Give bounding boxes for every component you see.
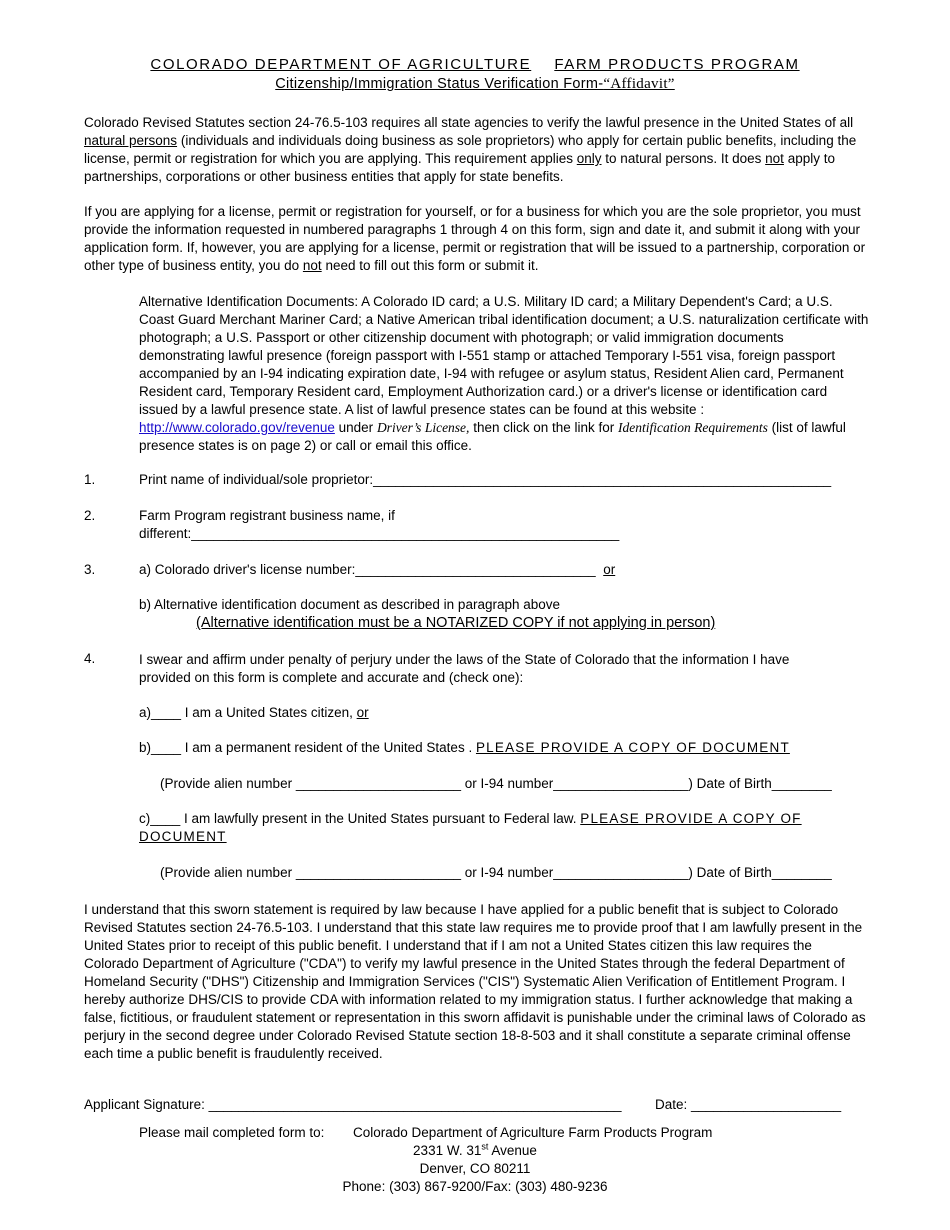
affirmation-text: I swear and affirm under penalty of perjury under the laws of the State of Colorado that the information I have provided on this form is complete and accurate and (check one): [139, 652, 790, 685]
provide-copy-notice: PLEASE PROVIDE A COPY OF DOCUMENT [475, 740, 790, 755]
colorado-revenue-link[interactable]: http://www.colorado.gov/revenue [139, 420, 335, 435]
business-name-field[interactable]: different:_________________________________________________________ [139, 526, 620, 541]
item-number-3: 3. [84, 562, 96, 577]
provide-copy-notice-2: DOCUMENT [139, 829, 227, 844]
alien-number-row-2[interactable]: (Provide alien number ______________________ or I-94 number__________________) Date of Birth________ [160, 865, 832, 880]
lawfully-present-option[interactable]: c)____ I am lawfully present in the United States pursuant to Federal law. PLEASE PROVIDE A COPY OF [139, 811, 802, 826]
mail-phone: Phone: (303) 867-9200/Fax: (303) 480-9236 [342, 1179, 608, 1194]
notarized-note: (Alternative identification must be a NOTARIZED COPY if not applying in person) [196, 615, 716, 631]
item-number-4: 4. [84, 651, 96, 666]
form-title-text: Citizenship/Immigration Status Verification Form- [275, 76, 604, 92]
mail-organization: Colorado Department of Agriculture Farm Products Program [353, 1125, 713, 1140]
name-field[interactable]: Print name of individual/sole proprietor:_____________________________________________________________ [139, 472, 832, 487]
sworn-statement: I understand that this sworn statement is required by law because I have applied for a public benefit that is subject to Colorado Revised Statutes section 24-76.5-103. I understand that this state law requires me to provide proof that I am lawfully present in the United States prior to receipt of this public benefit. I understand that if I am not a United States citizen this law requires the Colorado Department of Agriculture ("CDA") to verify my lawful presence in the United States through the federal Department of Homeland Security ("DHS") Citizenship and Immigration Services ("CIS") Systematic Alien Verification of Entitlement Program. I hereby authorize DHS/CIS to provide CDA with information related to my immigration status. I further acknowledge that making a false, fictitious, or fraudulent statement or representation in this sworn affidavit is punishable under the criminal laws of Colorado as perjury in the second degree under Colorado Revised Statute section 18-8-503 and it shall constitute a separate criminal offense each time a public benefit is fraudulently received. [84, 902, 866, 1061]
date-field[interactable]: Date: ____________________ [655, 1097, 842, 1112]
affidavit-label: “Affidavit” [603, 76, 675, 92]
alt-doc-label: b) Alternative identification document as described in paragraph above [139, 597, 561, 612]
citizen-option[interactable]: a)____ I am a United States citizen, or [139, 705, 369, 720]
alien-number-row-1[interactable]: (Provide alien number ______________________ or I-94 number__________________) Date of Birth________ [160, 776, 832, 791]
permanent-resident-option[interactable]: b)____ I am a permanent resident of the United States . PLEASE PROVIDE A COPY OF DOCUMENT [139, 740, 790, 755]
intro-paragraph-2: If you are applying for a license, permit or registration for yourself, or for a business for which you are the sole proprietor, you must provide the information requested in numbered paragraphs 1 through 4 on this form, sign and date it, and submit it along with your application form. If, however, you are applying for a license, permit or registration that will be issued to a partnership, corporation or other type of business entity, you do not need to fill out this form or submit it. [84, 204, 866, 273]
item-number-2: 2. [84, 508, 96, 523]
business-name-label: Farm Program registrant business name, if [139, 508, 395, 523]
form-title [0, 76, 950, 93]
page-header [0, 56, 950, 73]
dept-name: COLORADO DEPARTMENT OF AGRICULTURE [150, 56, 532, 73]
mail-street: 2331 W. 31st Avenue [413, 1141, 537, 1158]
license-number-field[interactable]: a) Colorado driver's license number:________________________________ or [139, 562, 616, 577]
intro-paragraph-1: Colorado Revised Statutes section 24-76.5-103 requires all state agencies to verify the lawful presence in the United States of all natural persons (individuals and individuals doing business as sole proprietors) who apply for certain public benefits, including the license, permit or registration for which you are applying. This requirement applies only to natural persons. It does not apply to partnerships, corporations or other business entities that apply for state benefits. [84, 115, 857, 184]
item-number-1: 1. [84, 472, 96, 487]
program-name: FARM PRODUCTS PROGRAM [554, 56, 800, 73]
signature-field[interactable]: Applicant Signature: _______________________________________________________ [84, 1097, 622, 1112]
mail-label: Please mail completed form to: [139, 1125, 325, 1140]
mail-city: Denver, CO 80211 [419, 1161, 531, 1176]
alt-docs-paragraph: Alternative Identification Documents: A Colorado ID card; a U.S. Military ID card; a Military Dependent's Card; a U.S. Coast Guard Merchant Mariner Card; a Native American tribal identification document; a U.S. naturalization certificate with photograph; a U.S. Passport or other citizenship document with photograph; or valid immigration documents demonstrating lawful presence (foreign passport with I-551 stamp or attached Temporary I-551 visa, foreign passport accompanied by an I-94 indicating expiration date, I-94 with refugee or asylum status, Resident Alien card, Permanent Resident card, Temporary Resident card, Employment Authorization card.) or a driver's license or identification card issued by a lawful presence state. A list of lawful presence states can be found at this website : http://www.colorado.gov/revenue under Driver’s License, then click on the link for Identification Requirements (list of lawful presence states is on page 2) or call or email this office. [139, 294, 869, 453]
